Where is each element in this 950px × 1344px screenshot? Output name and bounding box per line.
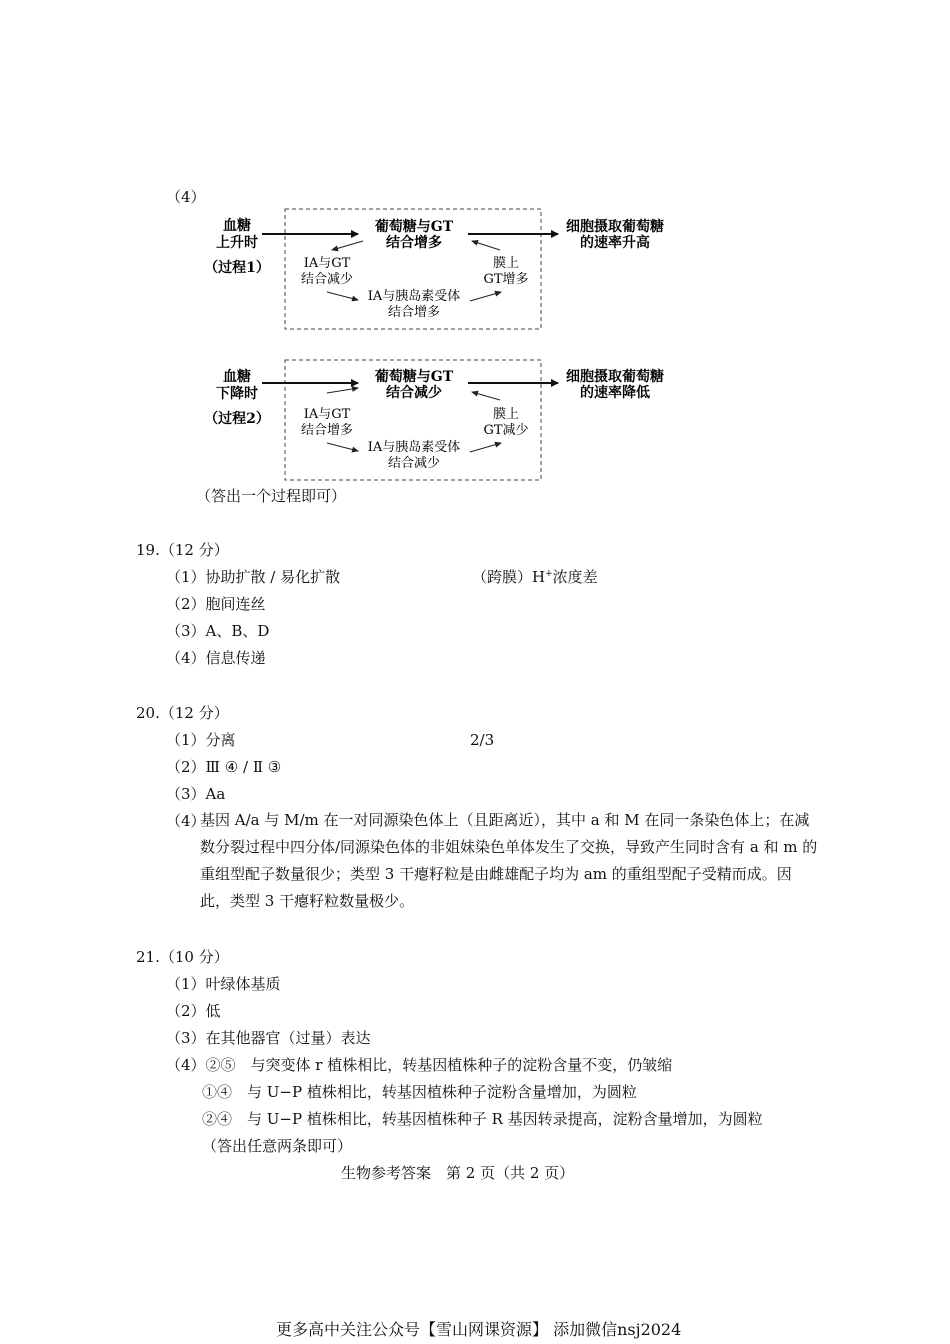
- process-label: （过程1）: [204, 260, 270, 276]
- left-label-line2: 下降时: [216, 386, 258, 402]
- left-label-line2: 上升时: [216, 235, 258, 251]
- right-label-line1: 细胞摄取葡萄糖: [566, 369, 664, 385]
- receptor-line1: IA与胰岛素受体: [367, 289, 461, 304]
- membrane-line2: GT增多: [483, 272, 529, 287]
- q19-answer-2: （2）胞间连丝: [166, 595, 266, 613]
- q18-part4-label: （4）: [166, 188, 206, 206]
- q20-answer-4-label: （4）: [166, 812, 206, 830]
- right-label-line1: 细胞摄取葡萄糖: [566, 219, 664, 235]
- q20-answer-4-text: 基因 A/a 与 M/m 在一对同源染色体上（且距离近），其中 a 和 M 在同一条染色体上；在减数分裂过程中四分体/同源染色体的非姐妹染色单体发生了交换，导致产生同时含有 a 和 m 的重组型配子数量很少；类型 3 干瘪籽粒是由雌雄配子均为 am 的重组型配子受精而成。因此，类型 3 干瘪籽粒数量极少。: [200, 811, 818, 910]
- q21-answer-3: （3）在其他器官（过量）表达: [166, 1029, 371, 1047]
- arrow-ia-gt: [332, 241, 363, 250]
- q21-answer-4-note: （答出任意两条即可）: [202, 1137, 353, 1155]
- ia-gt-line2: 结合增多: [300, 423, 354, 438]
- q19-answer-1-right-pre: （跨膜）H: [472, 568, 546, 586]
- arrow-membrane: [472, 241, 500, 250]
- q18-note: （答出一个过程即可）: [196, 487, 347, 505]
- q20-answer-2: （2）Ⅲ ④ / Ⅱ ③: [166, 758, 282, 776]
- q19-answer-1-right: [472, 567, 598, 587]
- promo-footer: 更多高中关注公众号【雪山网课资源】 添加微信nsj2024: [276, 1320, 682, 1339]
- q21-answer-4-line2: ①④ 与 U−P 植株相比，转基因植株种子淀粉含量增加，为圆粒: [202, 1083, 637, 1101]
- receptor-line1: IA与胰岛素受体: [367, 440, 461, 455]
- diagram-process-1: [200, 204, 680, 336]
- q19-answer-1-right-post: 浓度差: [552, 568, 598, 586]
- q21-answer-4-line1: （4）②⑤ 与突变体 r 植株相比，转基因植株种子的淀粉含量不变，仍皱缩: [166, 1056, 673, 1074]
- center-label-line1: 葡萄糖与GT: [374, 369, 454, 385]
- ia-gt-line1: IA与GT: [303, 407, 351, 422]
- arrow-to-receptor: [327, 443, 358, 451]
- q20-header: 20.（12 分）: [136, 704, 229, 722]
- ia-gt-line2: 结合减少: [300, 272, 354, 287]
- q20-answer-1: （1）分离: [166, 731, 236, 749]
- arrow-receptor-to-membrane: [470, 292, 501, 301]
- q21-answer-1: （1）叶绿体基质: [166, 975, 281, 993]
- center-label-line2: 结合减少: [386, 385, 442, 401]
- arrow-membrane: [472, 392, 500, 400]
- q20-answer-1-right: 2/3: [470, 731, 495, 749]
- receptor-line2: 结合减少: [387, 456, 441, 471]
- membrane-line1: 膜上: [492, 256, 520, 271]
- arrow-receptor-to-membrane: [470, 443, 501, 452]
- receptor-line2: 结合增多: [387, 305, 441, 320]
- right-label-line2: 的速率升高: [580, 235, 650, 251]
- q20-answer-3: （3）Aa: [166, 785, 226, 803]
- q19-answer-1: （1）协助扩散 / 易化扩散: [166, 568, 341, 586]
- q19-answer-3: （3）A、B、D: [166, 622, 270, 640]
- membrane-line2: GT减少: [483, 423, 529, 438]
- right-label-line2: 的速率降低: [580, 385, 650, 401]
- page-footer: 生物参考答案 第 2 页（共 2 页）: [341, 1164, 575, 1182]
- ia-gt-line1: IA与GT: [303, 256, 351, 271]
- center-label-line1: 葡萄糖与GT: [374, 219, 454, 235]
- diagram-process-2: [200, 355, 680, 487]
- left-label-line1: 血糖: [223, 369, 251, 385]
- arrow-to-receptor: [327, 292, 358, 300]
- q19-answer-1-right-sup: +: [545, 569, 553, 579]
- q21-answer-4-line3: ②④ 与 U−P 植株相比，转基因植株种子 R 基因转录提高，淀粉含量增加，为圆粒: [202, 1110, 763, 1128]
- left-label-line1: 血糖: [223, 218, 251, 234]
- center-label-line2: 结合增多: [386, 235, 442, 251]
- process-label: （过程2）: [204, 411, 270, 427]
- q19-header: 19.（12 分）: [136, 541, 229, 559]
- q21-header: 21.（10 分）: [136, 948, 229, 966]
- arrow-ia-gt: [327, 388, 358, 393]
- q21-answer-2: （2）低: [166, 1002, 221, 1020]
- membrane-line1: 膜上: [492, 407, 520, 422]
- q19-answer-4: （4）信息传递: [166, 649, 266, 667]
